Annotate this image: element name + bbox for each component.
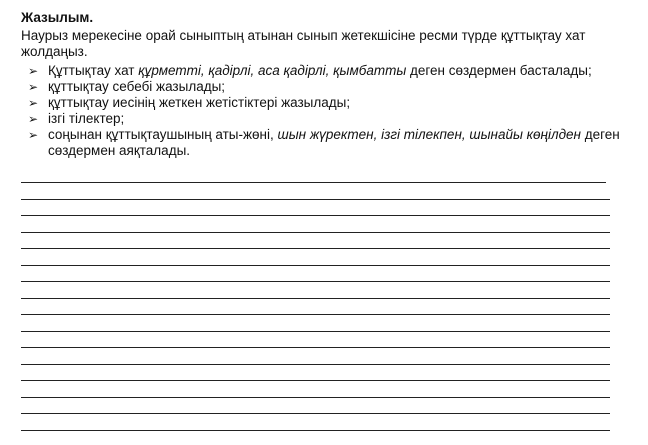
criteria-item bbox=[28, 79, 628, 95]
criteria-item bbox=[28, 63, 628, 79]
writing-line bbox=[21, 215, 610, 216]
writing-line bbox=[21, 314, 610, 315]
writing-line bbox=[21, 430, 610, 431]
criteria-text: Құттықтау хат bbox=[48, 63, 139, 78]
section-heading: Жазылым. bbox=[21, 10, 94, 25]
arrow-bullet-icon: ➢ bbox=[28, 128, 39, 142]
writing-line bbox=[21, 397, 610, 398]
writing-line bbox=[21, 232, 610, 233]
writing-line bbox=[21, 281, 610, 282]
arrow-bullet-icon: ➢ bbox=[28, 80, 39, 94]
criteria-item bbox=[28, 111, 628, 127]
criteria-text: деген сөздермен басталады; bbox=[406, 63, 592, 78]
criteria-text: құттықтау иесінің жеткен жетістіктері жазылады; bbox=[48, 95, 351, 110]
writing-line bbox=[21, 347, 610, 348]
writing-line bbox=[21, 331, 610, 332]
criteria-text: ізгі тілектер; bbox=[48, 111, 125, 126]
criteria-text: құттықтау себебі жазылады; bbox=[48, 79, 226, 94]
criteria-item bbox=[28, 127, 628, 159]
criteria-text: деген сөздермен аяқталады. bbox=[48, 127, 620, 158]
criteria-list bbox=[28, 63, 628, 159]
writing-line bbox=[21, 182, 606, 183]
criteria-item bbox=[28, 95, 628, 111]
criteria-text: соңынан құттықтаушының аты-жөні, bbox=[48, 127, 278, 142]
writing-line bbox=[21, 248, 610, 249]
criteria-emphasis: құрметті, қадірлі, аса қадірлі, қымбатты bbox=[138, 63, 407, 78]
writing-line bbox=[21, 413, 610, 414]
writing-line bbox=[21, 380, 610, 381]
task-instruction: Наурыз мерекесіне орай сыныптың атынан сынып жетекшісіне ресми түрде құттықтау хат жолдаңыз. bbox=[21, 28, 586, 59]
arrow-bullet-icon: ➢ bbox=[28, 64, 39, 78]
arrow-bullet-icon: ➢ bbox=[28, 112, 39, 126]
writing-line bbox=[21, 199, 610, 200]
writing-line bbox=[21, 364, 610, 365]
criteria-emphasis: шын жүректен, ізгі тілекпен, шынайы көңілден bbox=[277, 127, 581, 142]
arrow-bullet-icon: ➢ bbox=[28, 96, 39, 110]
writing-line bbox=[21, 298, 610, 299]
writing-line bbox=[21, 265, 610, 266]
